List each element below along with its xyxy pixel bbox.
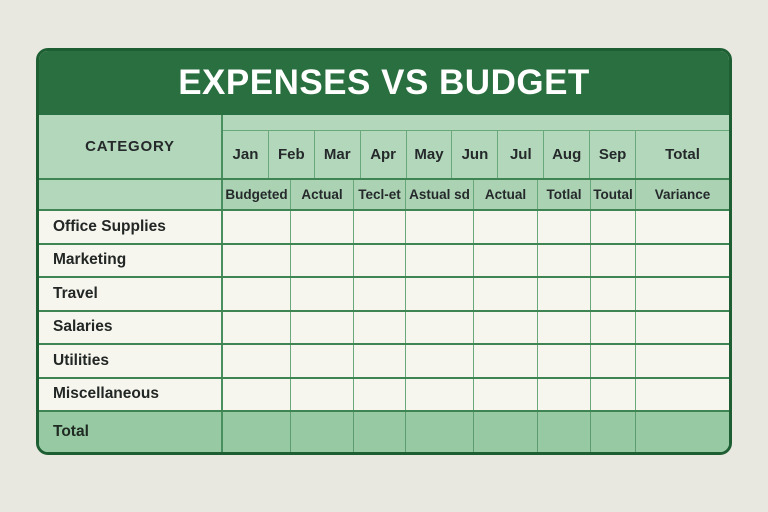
- table-cell: [223, 245, 290, 277]
- row-label: Miscellaneous: [39, 379, 223, 411]
- table-cell: [405, 278, 473, 310]
- table-title-band: [39, 51, 729, 115]
- category-column-header: CATEGORY: [39, 115, 223, 178]
- table-cell: [473, 278, 537, 310]
- table-cell: [353, 312, 405, 344]
- table-cell: [290, 211, 353, 243]
- table-cell: [353, 211, 405, 243]
- row-label: Travel: [39, 278, 223, 310]
- table-cell: [537, 278, 590, 310]
- table-cell: [223, 345, 290, 377]
- table-cell: [635, 379, 729, 411]
- table-cell: [290, 345, 353, 377]
- months-header-row: [223, 131, 729, 178]
- table-cell: [537, 379, 590, 411]
- header-spacer-strip: [223, 115, 729, 131]
- table-cell: [590, 245, 635, 277]
- table-cell: [405, 312, 473, 344]
- table-cell: [590, 312, 635, 344]
- table-cell: [473, 412, 537, 452]
- table-row-salaries: [39, 312, 729, 346]
- table-cell: [223, 278, 290, 310]
- table-cell: [473, 345, 537, 377]
- table-cell: [473, 379, 537, 411]
- table-cell: [473, 312, 537, 344]
- month-header-may: May: [406, 131, 452, 178]
- table-row-utilities: [39, 345, 729, 379]
- table-cell: [223, 379, 290, 411]
- subheader-row: [39, 178, 729, 211]
- table-row-marketing: [39, 245, 729, 279]
- subheader-budgeted: Budgeted: [225, 187, 288, 202]
- table-cell: [405, 211, 473, 243]
- header-block: [39, 115, 729, 178]
- table-cell: [405, 345, 473, 377]
- table-cell: [590, 412, 635, 452]
- table-cell: [590, 379, 635, 411]
- subheader-totlal: Totlal: [537, 180, 590, 209]
- month-header-jun: Jun: [451, 131, 497, 178]
- table-cell: [290, 379, 353, 411]
- table-row-office-supplies: [39, 211, 729, 245]
- table-cell: [353, 379, 405, 411]
- table-cell: [353, 278, 405, 310]
- table-cell: [590, 211, 635, 243]
- table-cell: [223, 312, 290, 344]
- months-header-area: [223, 115, 729, 178]
- total-row-label: Total: [39, 412, 223, 452]
- table-cell: [223, 211, 290, 243]
- row-label: Salaries: [39, 312, 223, 344]
- table-cell: [290, 312, 353, 344]
- month-header-sep: Sep: [589, 131, 635, 178]
- table-cell: [405, 245, 473, 277]
- subheader-variance: Variance: [635, 180, 729, 209]
- subheader-category-spacer: [39, 180, 223, 209]
- table-cell: [290, 245, 353, 277]
- table-cell: [223, 412, 290, 452]
- table-cell: [635, 245, 729, 277]
- subheader-teclet: Tecl-et: [353, 180, 405, 209]
- table-cell: [590, 278, 635, 310]
- month-header-mar: Mar: [314, 131, 360, 178]
- table-cell: [635, 345, 729, 377]
- table-cell: [353, 245, 405, 277]
- table-cell: [537, 245, 590, 277]
- table-row-miscellaneous: [39, 379, 729, 413]
- subheader-toutal: Toutal: [590, 180, 635, 209]
- table-cell: [405, 412, 473, 452]
- table-cell: [353, 345, 405, 377]
- subheader-astual-sd: Astual sd: [405, 180, 473, 209]
- table-cell: [537, 345, 590, 377]
- table-cell: [635, 211, 729, 243]
- table-cell: [473, 245, 537, 277]
- month-header-jan: Jan: [232, 146, 259, 163]
- subheader-actual-2: Actual: [473, 180, 537, 209]
- subheader-actual-1: Actual: [290, 180, 353, 209]
- table-cell: [635, 412, 729, 452]
- month-header-jul: Jul: [497, 131, 543, 178]
- table-cell: [473, 211, 537, 243]
- table-cell: [635, 278, 729, 310]
- row-label: Utilities: [39, 345, 223, 377]
- table-cell: [537, 412, 590, 452]
- table-cell: [635, 312, 729, 344]
- row-label: Office Supplies: [39, 211, 223, 243]
- row-label: Marketing: [39, 245, 223, 277]
- table-cell: [290, 278, 353, 310]
- table-cell: [537, 312, 590, 344]
- month-header-aug: Aug: [543, 131, 589, 178]
- table-cell: [537, 211, 590, 243]
- table-cell: [290, 412, 353, 452]
- table-cell: [590, 345, 635, 377]
- expenses-vs-budget-table: [36, 48, 732, 455]
- table-cell: [405, 379, 473, 411]
- month-header-apr: Apr: [360, 131, 406, 178]
- table-cell: [353, 412, 405, 452]
- table-row-travel: [39, 278, 729, 312]
- table-row-total: [39, 412, 729, 452]
- month-header-total: Total: [635, 131, 729, 178]
- month-header-feb: Feb: [268, 131, 314, 178]
- table-title: EXPENSES VS BUDGET: [178, 63, 590, 102]
